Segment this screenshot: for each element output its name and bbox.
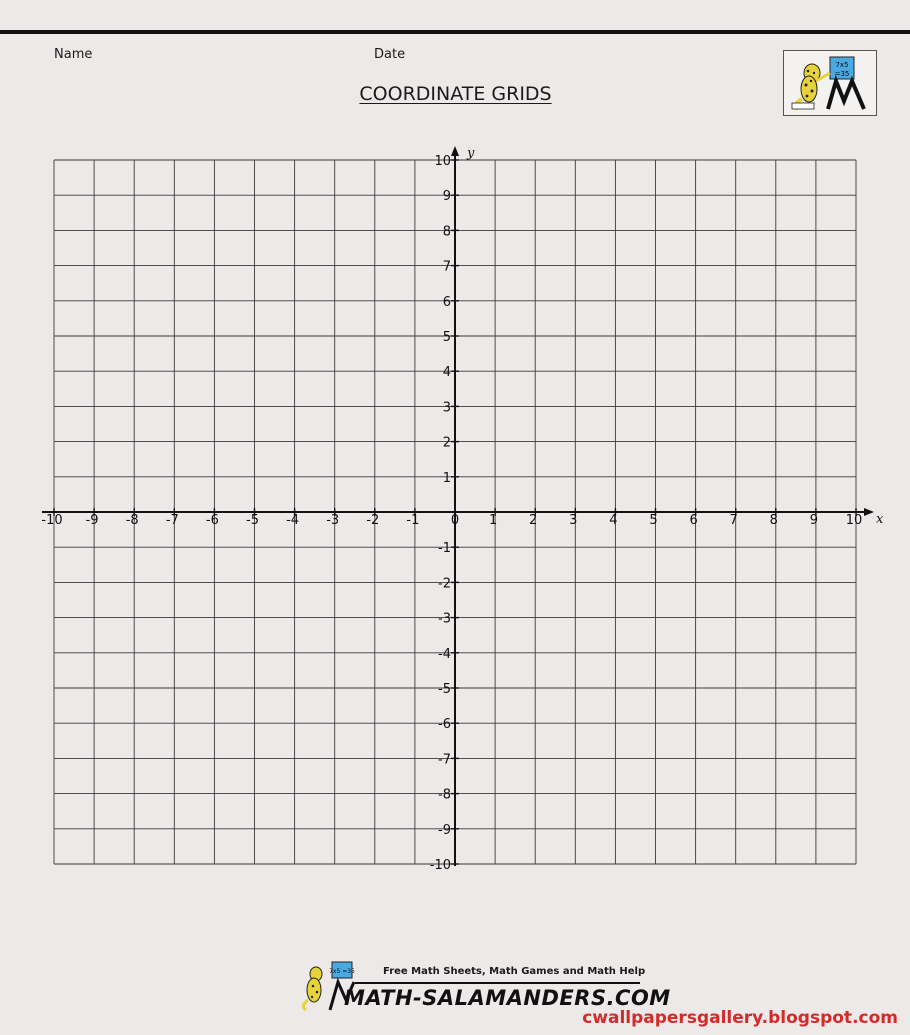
x-tick-label: 2 bbox=[529, 513, 538, 528]
y-tick-label: 6 bbox=[442, 294, 451, 310]
y-tick-label: 5 bbox=[442, 330, 451, 345]
x-tick-label: -5 bbox=[246, 513, 259, 528]
footer-logo-board: 7x5 =35 bbox=[329, 968, 355, 975]
y-axis-label: y bbox=[467, 146, 475, 161]
y-tick-label: -10 bbox=[429, 858, 451, 873]
x-tick-label: -1 bbox=[406, 513, 420, 528]
y-tick-label: 7 bbox=[442, 259, 451, 275]
y-tick-label: -4 bbox=[438, 646, 451, 662]
y-tick-label: -6 bbox=[438, 717, 451, 733]
y-tick-label: 1 bbox=[442, 470, 451, 486]
x-tick-label: -3 bbox=[326, 513, 340, 528]
logo-board-line2: =35 bbox=[834, 70, 850, 78]
name-label: Name bbox=[54, 47, 93, 62]
x-tick-label: -4 bbox=[286, 513, 300, 528]
x-tick-label: -9 bbox=[85, 513, 99, 528]
y-tick-label: -3 bbox=[438, 611, 451, 627]
footer-tagline: Free Math Sheets, Math Games and Math Help bbox=[383, 966, 646, 977]
y-tick-label: 3 bbox=[442, 400, 451, 416]
date-label: Date bbox=[374, 47, 406, 62]
x-tick-label: 9 bbox=[809, 513, 819, 528]
y-axis-arrow-icon bbox=[451, 146, 459, 156]
y-tick-label: 10 bbox=[434, 154, 451, 169]
x-tick-label: 3 bbox=[569, 513, 578, 528]
y-tick-label: -2 bbox=[438, 576, 451, 592]
x-tick-label: 4 bbox=[609, 513, 618, 528]
x-tick-label: -8 bbox=[125, 513, 139, 528]
footer-site-link[interactable]: MATH-SALAMANDERS.COM bbox=[344, 986, 671, 1010]
x-tick-label: 0 bbox=[450, 513, 460, 528]
x-tick-label: -7 bbox=[165, 513, 179, 528]
y-tick-label: -7 bbox=[438, 752, 451, 768]
logo-board-line1: 7x5 bbox=[835, 61, 849, 69]
x-tick-label: 8 bbox=[769, 513, 778, 528]
footer-rule bbox=[355, 982, 640, 984]
y-tick-label: -9 bbox=[438, 822, 451, 838]
x-tick-label: -10 bbox=[41, 513, 63, 528]
y-tick-label: -1 bbox=[438, 541, 451, 557]
page-title-text: COORDINATE GRIDS bbox=[359, 83, 552, 105]
x-axis-arrow-icon bbox=[864, 508, 874, 516]
x-tick-label: 6 bbox=[689, 513, 698, 528]
x-axis-label: x bbox=[876, 512, 884, 527]
y-tick-label: 9 bbox=[442, 189, 451, 205]
y-tick-label: -5 bbox=[438, 682, 451, 697]
y-tick-label: 4 bbox=[442, 365, 451, 381]
watermark-text: cwallpapersgallery.blogspot.com bbox=[582, 1008, 898, 1028]
y-tick-label: -8 bbox=[438, 787, 451, 803]
x-tick-label: 7 bbox=[729, 513, 738, 528]
y-tick-label: 2 bbox=[442, 435, 451, 451]
x-tick-label: 5 bbox=[649, 513, 658, 528]
y-tick-label: 8 bbox=[442, 224, 451, 240]
x-tick-label: 1 bbox=[488, 513, 498, 528]
x-tick-label: -6 bbox=[205, 513, 219, 528]
x-tick-label: -2 bbox=[366, 513, 380, 528]
x-tick-label: 10 bbox=[845, 513, 863, 528]
